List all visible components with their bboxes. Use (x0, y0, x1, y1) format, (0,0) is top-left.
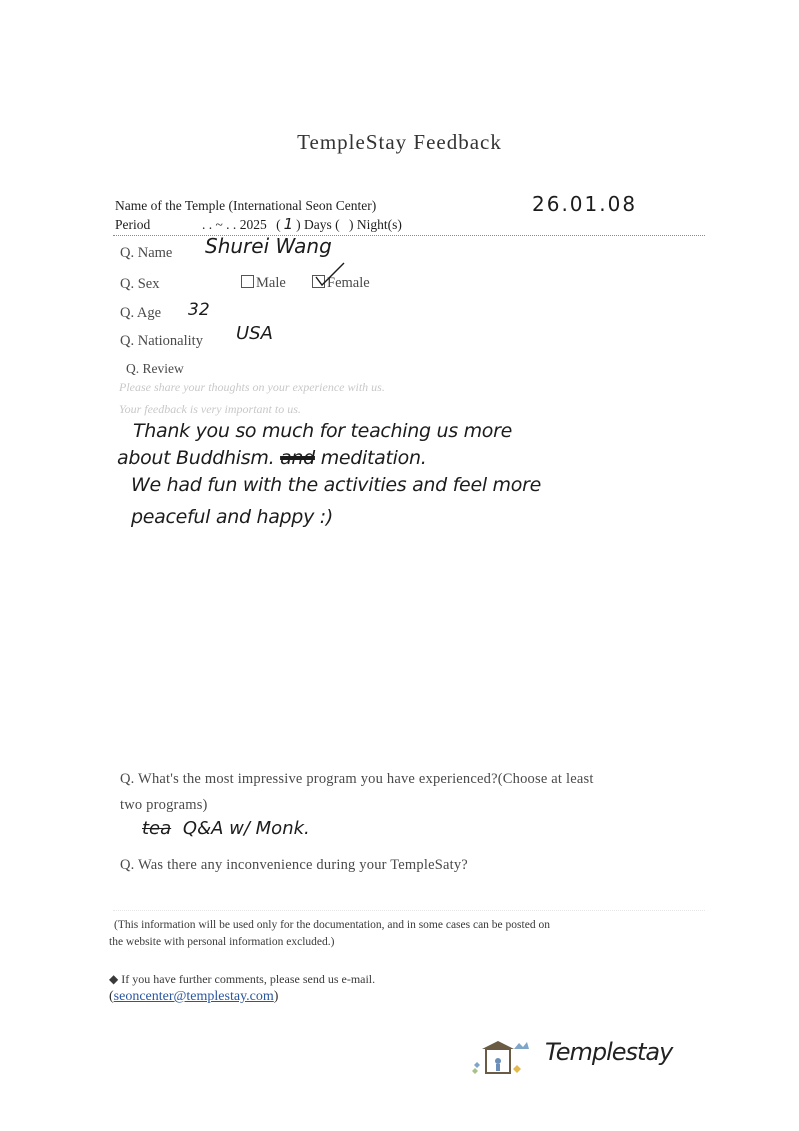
email-open: ( (109, 989, 114, 1004)
disclaimer-line-1: (This information will be used only for the documentation, and in some cases can be posted on (114, 919, 550, 931)
period-label: Period (115, 217, 151, 232)
nights-label: ) Night(s) (348, 217, 402, 232)
nationality-value: USA (236, 323, 273, 344)
review-line-1: Thank you so much for teaching us more (133, 420, 513, 442)
age-value: 32 (188, 300, 210, 320)
review-line-3: We had fun with the activities and feel more (131, 474, 541, 496)
review-label: Q. Review (126, 361, 184, 376)
review-hint-1: Please share your thoughts on your experience with us. (119, 380, 385, 394)
period-dots: . . ~ . . (202, 217, 237, 232)
female-label: Female (327, 275, 370, 291)
sex-male-option (241, 275, 286, 292)
age-label: Q. Age (120, 305, 162, 321)
male-label: Male (256, 275, 286, 291)
templestay-brand: Templestay (545, 1038, 673, 1066)
program-answer (142, 818, 310, 839)
review-hint-2: Your feedback is very important to us. (119, 402, 301, 416)
checkmark-icon (313, 261, 347, 289)
sex-label: Q. Sex (120, 276, 160, 292)
male-checkbox (241, 275, 254, 288)
review-struck-word: and (280, 447, 315, 469)
templestay-logo-icon (468, 1037, 532, 1081)
disclaimer-line-2: the website with personal information excluded.) (109, 936, 335, 948)
name-label: Q. Name (120, 245, 173, 261)
review-line-4: peaceful and happy :) (131, 506, 333, 528)
review-line-2 (117, 447, 426, 469)
email-row (109, 989, 278, 1005)
page-title: TempleStay Feedback (297, 130, 502, 154)
comments-note: ◆ If you have further comments, please send us e-mail. (109, 972, 376, 986)
temple-name-line: Name of the Temple (International Seon Center) (115, 198, 377, 213)
days-value: 1 (283, 215, 294, 233)
review-line-2-b: meditation. (320, 447, 427, 469)
email-close: ) (273, 989, 279, 1004)
footer-divider (113, 910, 705, 911)
program-question-line-2: two programs) (120, 797, 208, 813)
period-row (115, 215, 402, 233)
program-value: Q&A w/ Monk. (182, 818, 310, 839)
inconvenience-question: Q. Was there any inconvenience during your TempleSaty? (120, 857, 468, 873)
review-line-2-a: about Buddhism. (117, 447, 275, 469)
nationality-label: Q. Nationality (120, 333, 203, 349)
program-question-line-1: Q. What's the most impressive program you have experienced?(Choose at least (120, 771, 594, 787)
email-link[interactable]: seoncenter@templestay.com (113, 989, 274, 1004)
date-value: 26.01.08 (532, 192, 638, 216)
program-struck-word: tea (142, 818, 172, 839)
days-label: ) Days ( (296, 217, 340, 232)
days-open: ( (276, 217, 281, 232)
period-year: 2025 (239, 217, 267, 232)
header-divider (113, 235, 705, 236)
name-value: Shurei Wang (205, 234, 332, 258)
